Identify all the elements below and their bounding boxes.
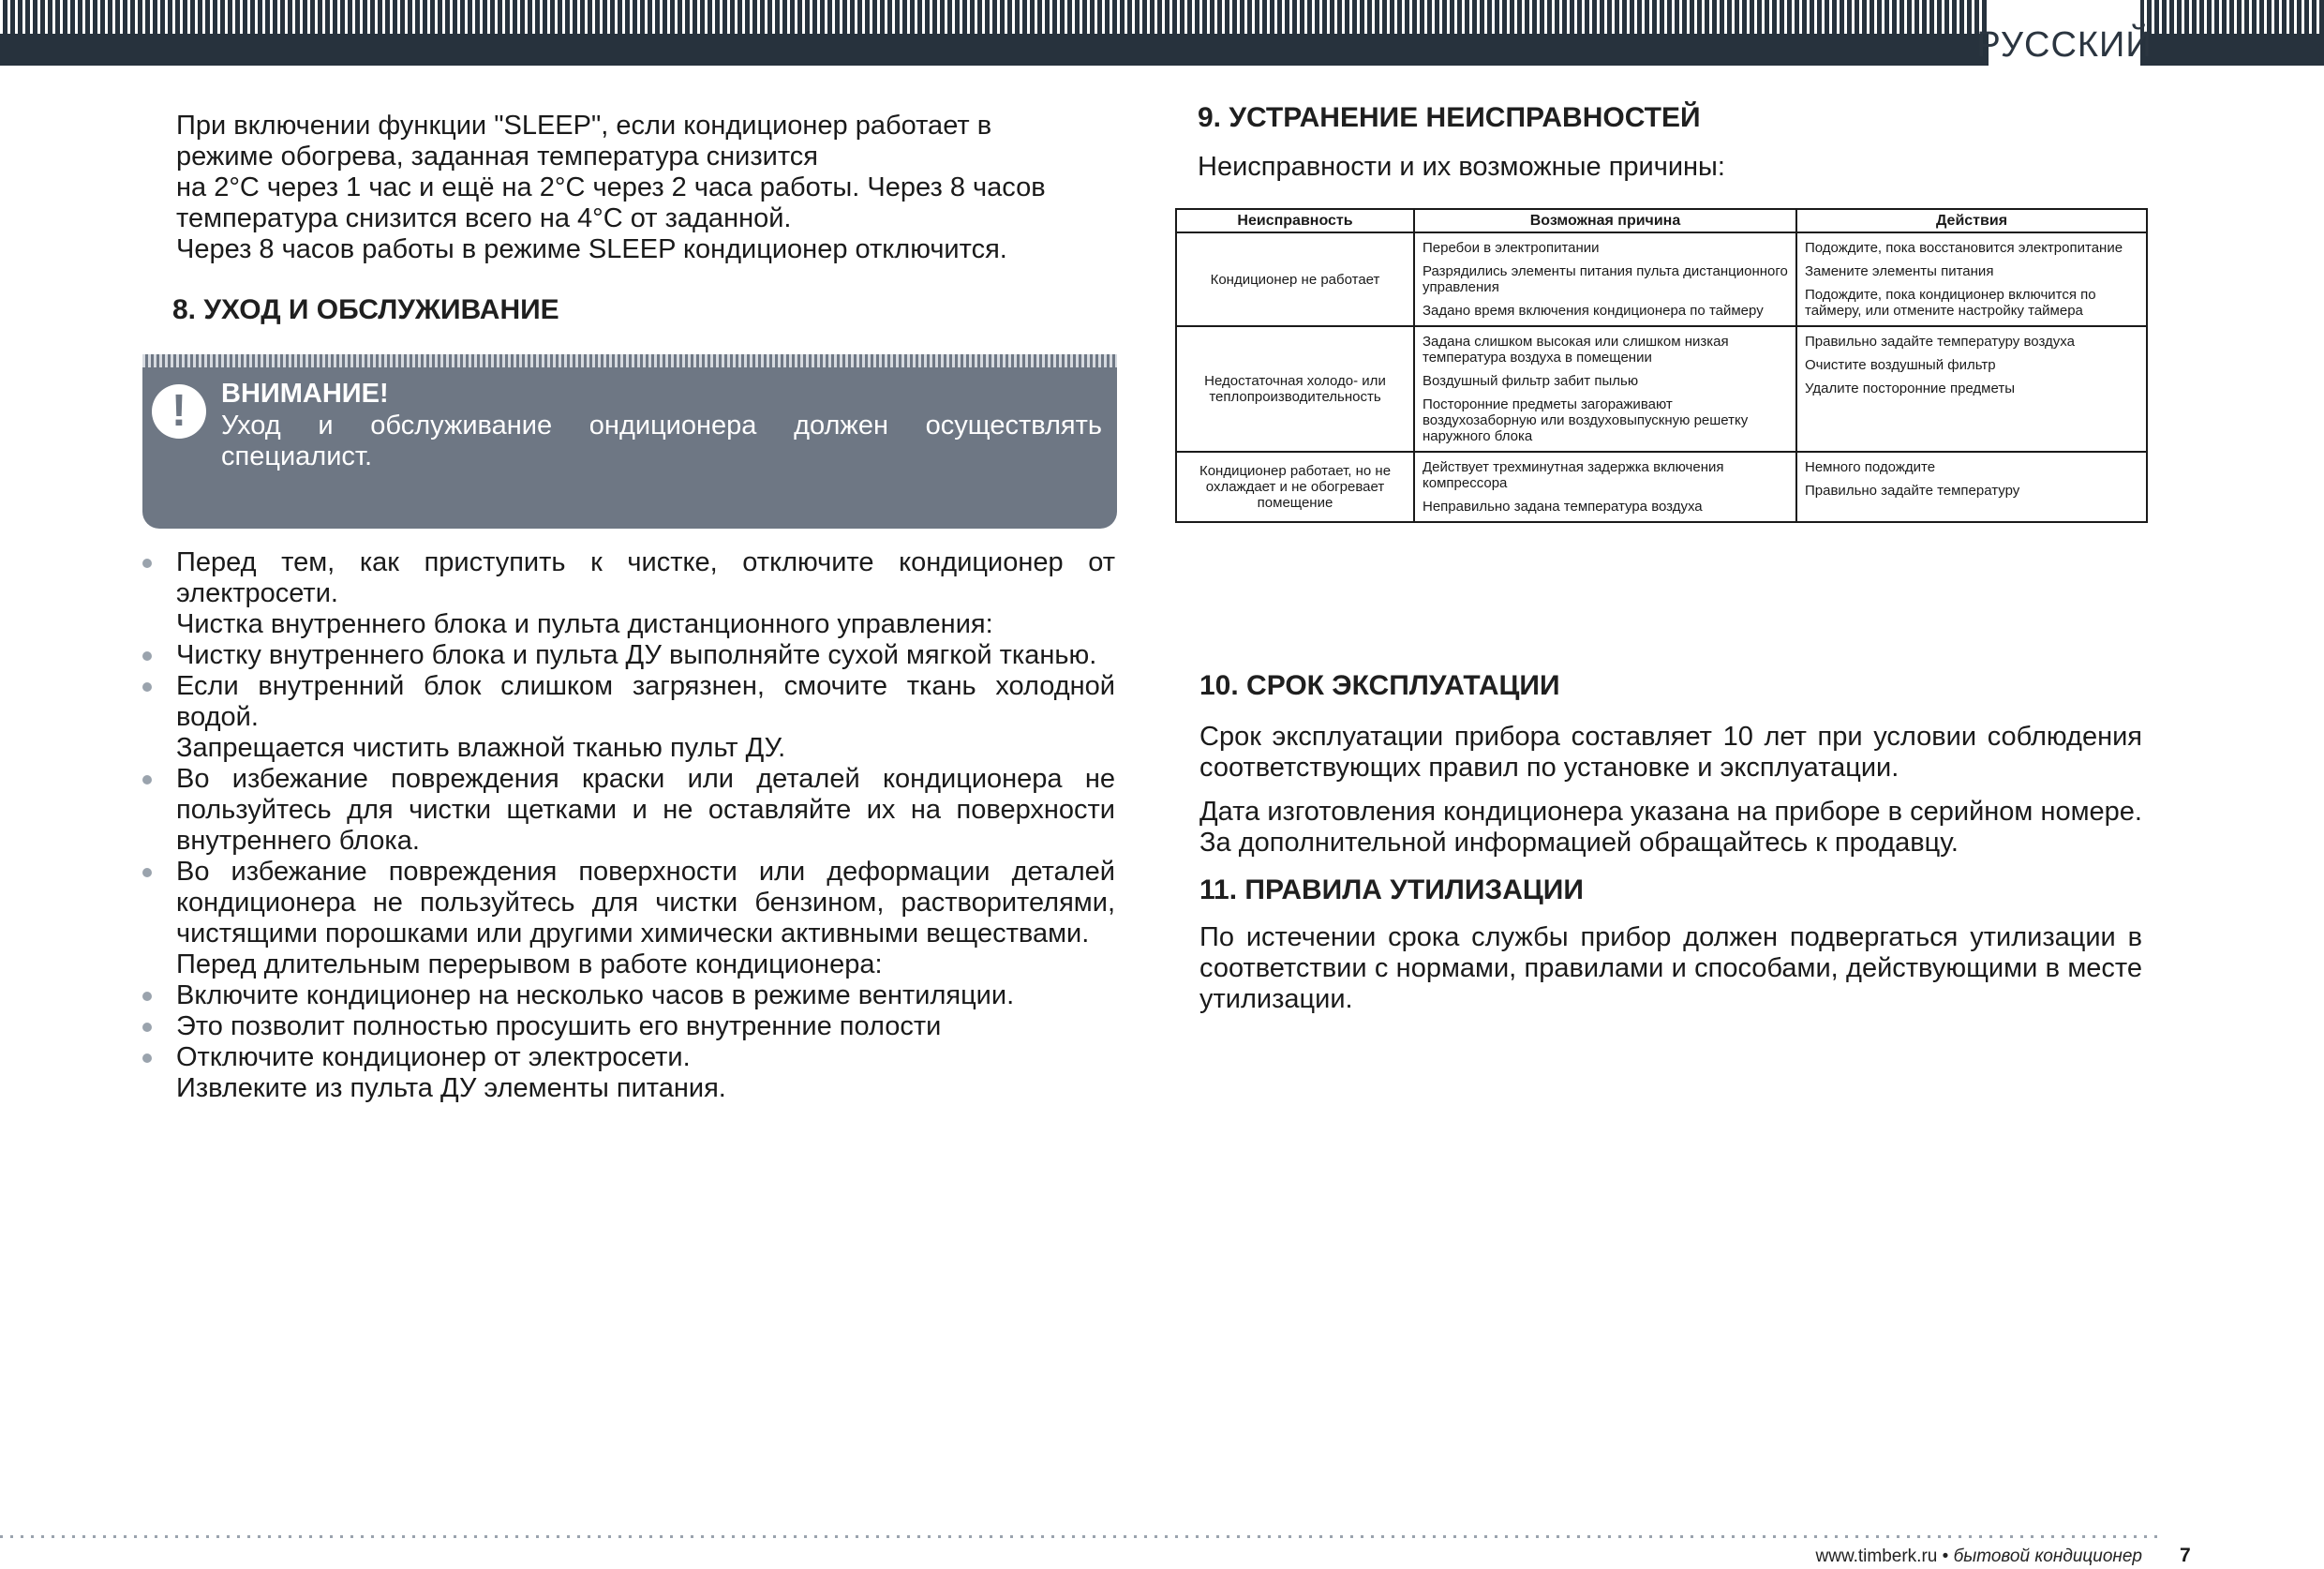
list-item-text: Отключите кондиционер от электросети. — [176, 1042, 691, 1072]
section11-title: 11. ПРАВИЛА УТИЛИЗАЦИИ — [1199, 874, 1584, 905]
list-item — [176, 609, 1115, 640]
list-item-text: Перед тем, как приступить к чистке, отключите кондиционер от электросети. — [176, 547, 1115, 608]
cause-item: Воздушный фильтр забит пылью — [1423, 373, 1639, 389]
list-item — [176, 949, 1115, 980]
warning-stripes — [142, 354, 1117, 367]
list-item — [176, 764, 1115, 857]
bullet-icon — [142, 992, 152, 1001]
column-header: Неисправность — [1176, 209, 1414, 232]
list-item — [176, 1073, 1115, 1104]
list-item-text: Чистка внутреннего блока и пульта дистанционного управления: — [176, 609, 993, 639]
website-link[interactable]: www.timberk.ru — [1815, 1547, 1938, 1566]
intro-line: на 2°С через 1 час и ещё на 2°С через 2 часа работы. Через 8 часов — [176, 172, 1046, 202]
cause-item: Задано время включения кондиционера по таймеру — [1423, 303, 1764, 319]
list-item — [176, 733, 1115, 764]
column-header: Возможная причина — [1414, 209, 1796, 232]
intro-line: При включении функции "SLEEP", если кондиционер работает в — [176, 111, 992, 141]
bullet-icon — [142, 775, 152, 784]
page-number: 7 — [2180, 1545, 2191, 1566]
cause-cell — [1414, 232, 1796, 326]
right-column — [1198, 101, 2142, 183]
exclamation-icon: ! — [152, 384, 206, 439]
column-header: Действия — [1796, 209, 2147, 232]
footer — [1816, 1547, 2143, 1567]
list-item — [176, 1011, 1115, 1042]
list-item-text: Это позволит полностью просушить его внутренние полости — [176, 1011, 942, 1041]
intro-line: температура снизится всего на 4°С от заданной. — [176, 203, 792, 233]
cause-item: Посторонние предметы загораживают воздухозаборную или воздуховыпускную решетку наружного блока — [1423, 396, 1749, 444]
bullet-icon — [142, 651, 152, 661]
cause-item: Действует трехминутная задержка включения компрессора — [1423, 459, 1724, 491]
section8-title: 8. УХОД И ОБСЛУЖИВАНИЕ — [172, 294, 559, 325]
action-cell — [1796, 452, 2147, 522]
list-item-text: Извлеките из пульта ДУ элементы питания. — [176, 1073, 726, 1103]
list-item-text: Запрещается чистить влажной тканью пульт ДУ. — [176, 733, 786, 763]
action-item: Правильно задайте температуру — [1805, 483, 2020, 499]
fault-cell: Кондиционер работает, но не охлаждает и не обогревает помещение — [1176, 452, 1414, 522]
language-label: РУССКИЙ — [1989, 0, 2140, 67]
intro-line: Через 8 часов работы в режиме SLEEP кондиционер отключится. — [176, 234, 1007, 264]
sleep-intro — [176, 111, 1115, 265]
list-item-text: Если внутренний блок слишком загрязнен, смочите ткань холодной водой. — [176, 671, 1115, 732]
action-cell — [1796, 232, 2147, 326]
list-item — [176, 671, 1115, 733]
list-item — [176, 857, 1115, 949]
troubleshooting-table — [1175, 208, 2148, 523]
bullet-icon — [142, 868, 152, 877]
section9-title: 9. УСТРАНЕНИЕ НЕИСПРАВНОСТЕЙ — [1198, 102, 1701, 133]
warning-box — [142, 354, 1117, 529]
cause-item: Задана слишком высокая или слишком низкая температура воздуха в помещении — [1423, 334, 1729, 366]
cause-item: Перебои в электропитании — [1423, 240, 1600, 256]
section11-paragraph: По истечении срока службы прибор должен подвергаться утилизации в соответствии с нормами, правилами и способами, действующими в месте утилизации. — [1199, 922, 2142, 1014]
list-item-text: Перед длительным перерывом в работе кондиционера: — [176, 949, 883, 979]
header-stripes — [0, 0, 2324, 34]
list-item — [176, 980, 1115, 1011]
action-item: Правильно задайте температуру воздуха — [1805, 334, 2075, 350]
list-item — [176, 547, 1115, 609]
bullet-icon — [142, 682, 152, 692]
footer-dotted-line — [0, 1535, 2161, 1538]
action-item: Очистите воздушный фильтр — [1805, 357, 1996, 373]
fault-cell: Кондиционер не работает — [1176, 232, 1414, 326]
list-item — [176, 640, 1115, 671]
bullet-icon — [142, 559, 152, 568]
bullet-icon — [142, 1023, 152, 1032]
cause-cell — [1414, 326, 1796, 452]
action-item: Подождите, пока кондиционер включится по таймеру, или отмените настройку таймера — [1805, 287, 2096, 319]
cause-item: Неправильно задана температура воздуха — [1423, 499, 1703, 515]
header-bar — [0, 0, 2324, 66]
table-row — [1176, 326, 2147, 452]
list-item-text: Чистку внутреннего блока и пульта ДУ выполняйте сухой мягкой тканью. — [176, 640, 1097, 670]
action-item: Замените элементы питания — [1805, 263, 1994, 279]
section10-paragraph: Дата изготовления кондиционера указана на приборе в серийном номере. За дополнительной информацией обращайтесь к продавцу. — [1199, 797, 2142, 858]
action-cell — [1796, 326, 2147, 452]
list-item-text: Включите кондиционер на несколько часов в режиме вентиляции. — [176, 980, 1015, 1010]
left-column — [172, 111, 1115, 327]
list-item — [176, 1042, 1115, 1073]
table-row — [1176, 232, 2147, 326]
footer-separator: • — [1937, 1547, 1954, 1566]
table-row — [1176, 452, 2147, 522]
warning-text: Уход и обслуживание ондиционера должен осуществлять специалист. — [221, 411, 1102, 471]
section10-title: 10. СРОК ЭКСПЛУАТАЦИИ — [1199, 670, 1560, 701]
cause-item: Разрядились элементы питания пульта дистанционного управления — [1423, 263, 1788, 295]
bullet-icon — [142, 1053, 152, 1063]
list-item-text: Во избежание повреждения поверхности или деформации деталей кондиционера не пользуйтесь для чистки бензином, растворителями, чистящими порошками или другими химически активными веществами. — [176, 857, 1115, 949]
product-description: бытовой кондиционер — [1953, 1547, 2142, 1566]
fault-cell: Недостаточная холодо- или теплопроизводительность — [1176, 326, 1414, 452]
action-item: Подождите, пока восстановится электропитание — [1805, 240, 2123, 256]
cause-cell — [1414, 452, 1796, 522]
section9-subtitle: Неисправности и их возможные причины: — [1198, 152, 1725, 182]
care-instructions — [176, 547, 1115, 1104]
care-list — [176, 547, 1115, 1104]
action-item: Удалите посторонние предметы — [1805, 381, 2015, 396]
section10-paragraph: Срок эксплуатации прибора составляет 10 лет при условии соблюдения соответствующих правил по установке и эксплуатации. — [1199, 722, 2142, 783]
action-item: Немного подождите — [1805, 459, 1936, 475]
list-item-text: Во избежание повреждения краски или деталей кондиционера не пользуйтесь для чистки щетками и не оставляйте их на поверхности внутреннего блока. — [176, 764, 1115, 856]
right-lower-sections — [1199, 669, 2142, 1015]
table-header-row — [1176, 209, 2147, 232]
intro-line: режиме обогрева, заданная температура снизится — [176, 142, 819, 172]
warning-title: ВНИМАНИЕ! — [221, 379, 389, 409]
